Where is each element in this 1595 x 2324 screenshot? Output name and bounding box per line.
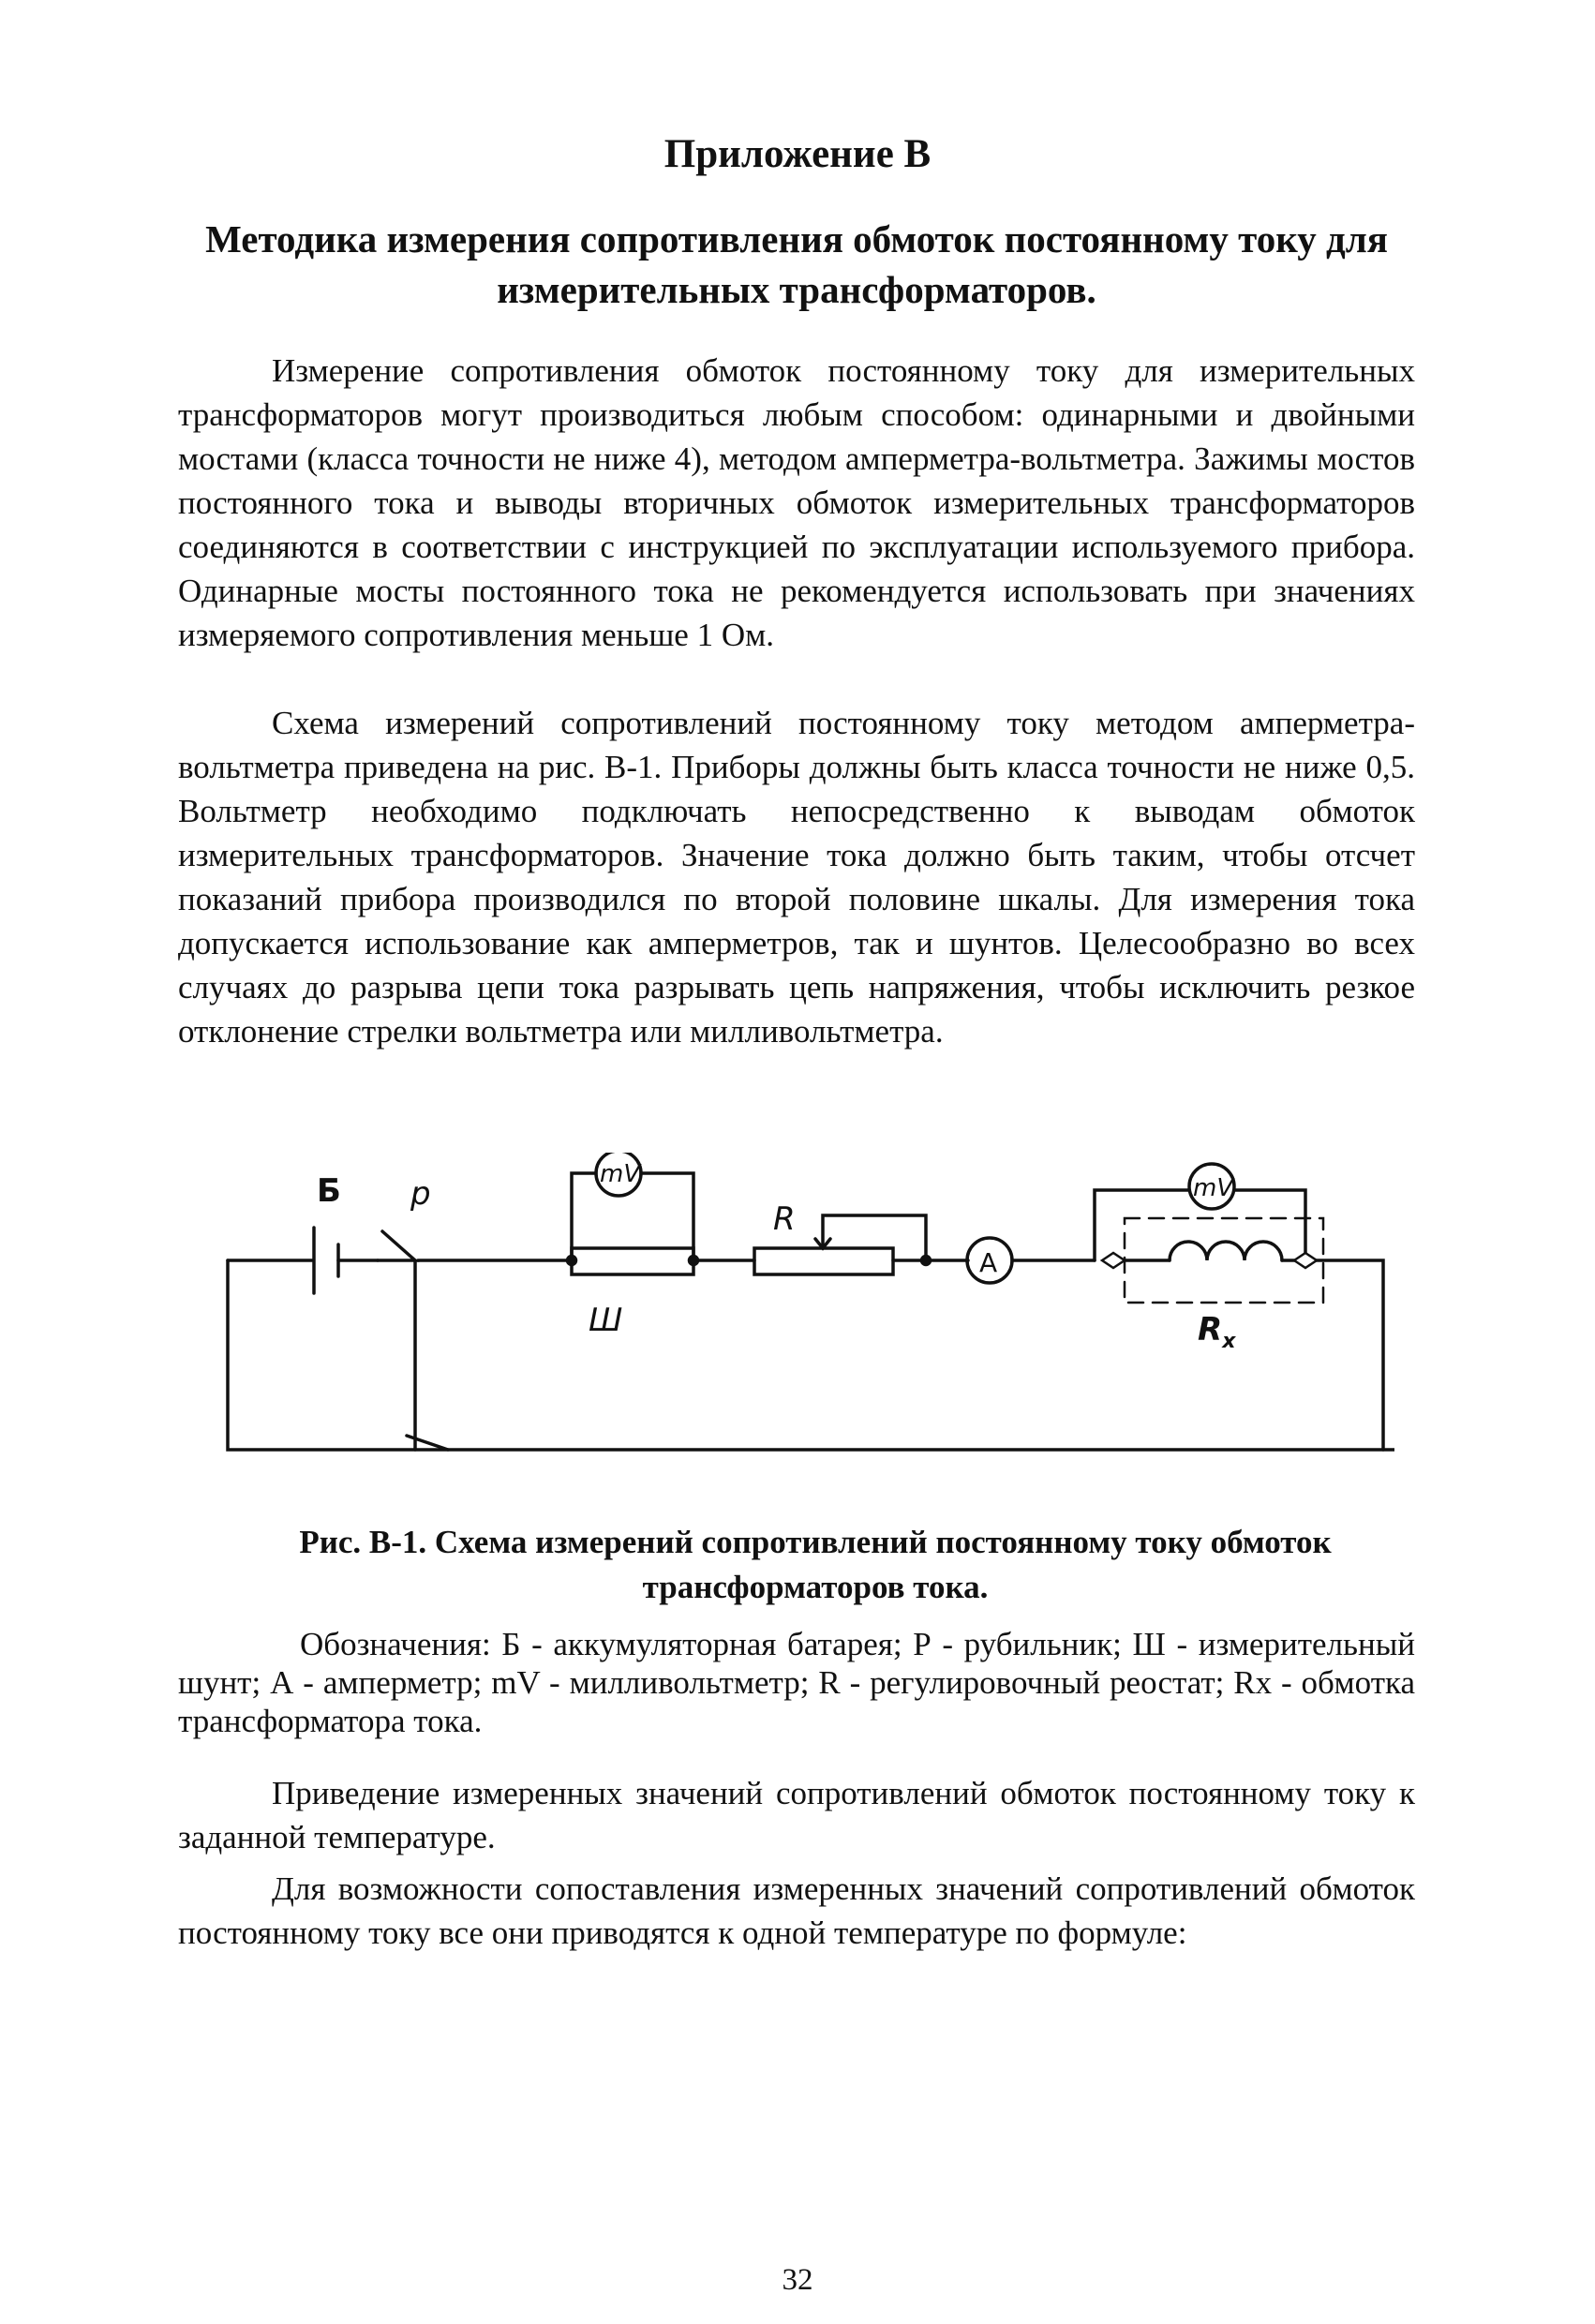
wire [1305, 1260, 1383, 1450]
figure-legend [178, 1625, 1415, 1740]
wire [1234, 1190, 1305, 1260]
switch-icon [378, 1231, 415, 1260]
junction-dot [567, 1256, 576, 1265]
switch-icon [407, 1436, 1394, 1450]
rheostat-icon [754, 1248, 893, 1274]
winding-label [1198, 1311, 1236, 1353]
shunt-label: Ш [589, 1302, 623, 1339]
rheostat-icon [823, 1215, 926, 1260]
millivoltmeter-label: mV [1193, 1174, 1234, 1202]
page-number: 32 [782, 2263, 813, 2297]
section-title: Методика измерения сопротивления обмоток постоянному току для измерительных трансформаторов. [205, 217, 1388, 311]
winding-label-main: R [1198, 1311, 1223, 1348]
paragraph-measurement-methods [178, 349, 1415, 657]
switch-label: р [410, 1175, 431, 1213]
paragraph-text: Схема измерений сопротивлений постоянному току методом амперметра-вольтметра приведена на рис. В-1. Приборы должны быть класса точности не ниже 0,5. Вольтметр необходимо подключать непосредственно к выводам обмоток измерительных трансформаторов. Значение тока должно быть таким, чтобы отсчет показаний прибора производился по второй половине шкалы. Для измерения тока допускается использование как амперметров, так и шунтов. Целесообразно во всех случаях до разрыва цепи тока разрывать цепь напряжения, чтобы исключить резкое отклонение стрелки вольтметра или милливольтметра. [178, 705, 1415, 1050]
winding-label-subscript: x [1222, 1330, 1236, 1353]
ammeter-label: A [979, 1247, 998, 1278]
battery-icon [314, 1228, 338, 1293]
circuit-diagram [214, 1153, 1394, 1490]
wire [1095, 1190, 1189, 1260]
paragraph-text: Измерение сопротивления обмоток постоянному току для измерительных трансформаторов могут производиться любым способом: одинарными и двойными мостами (класса точности не ниже 4), методом амперметра-вольтметра. Зажимы мостов постоянного тока и выводы вторичных обмоток измерительных трансформаторов соединяются в соответствии с инструкцией по эксплуатации используемого прибора. Одинарные мосты постоянного тока не рекомендуется использовать при значениях измеряемого сопротивления меньше 1 Ом. [178, 352, 1415, 653]
junction-dot [689, 1256, 698, 1265]
winding-icon [1170, 1242, 1282, 1260]
paragraph-ammeter-voltmeter [178, 701, 1415, 1053]
paragraph-temperature [178, 1867, 1415, 1955]
paragraph-text: Для возможности сопоставления измеренных значений сопротивлений обмоток постоянному току все они приводятся к одной температуре по формуле: [178, 1870, 1415, 1951]
figure-caption: Рис. В-1. Схема измерений сопротивлений постоянному току обмоток трансформаторов тока. [299, 1524, 1332, 1605]
legend-text: Обозначения: Б - аккумуляторная батарея; Р - рубильник; Ш - измерительный шунт; А - амперметр; mV - милливольтметр; R - регулировочный реостат; Rx - обмотка трансформатора тока. [178, 1626, 1415, 1739]
subheading [178, 1771, 1415, 1859]
terminal-icon [1294, 1253, 1317, 1268]
millivoltmeter-label: mV [600, 1160, 641, 1188]
rheostat-label: R [773, 1200, 796, 1238]
shunt-icon [572, 1248, 693, 1274]
subheading-text: Приведение измеренных значений сопротивлений обмоток постоянному току к заданной температуре. [178, 1775, 1415, 1855]
terminal-icon [1102, 1253, 1125, 1268]
junction-dot [921, 1256, 931, 1265]
battery-label: Б [317, 1172, 341, 1210]
appendix-title: Приложение В [663, 132, 932, 176]
